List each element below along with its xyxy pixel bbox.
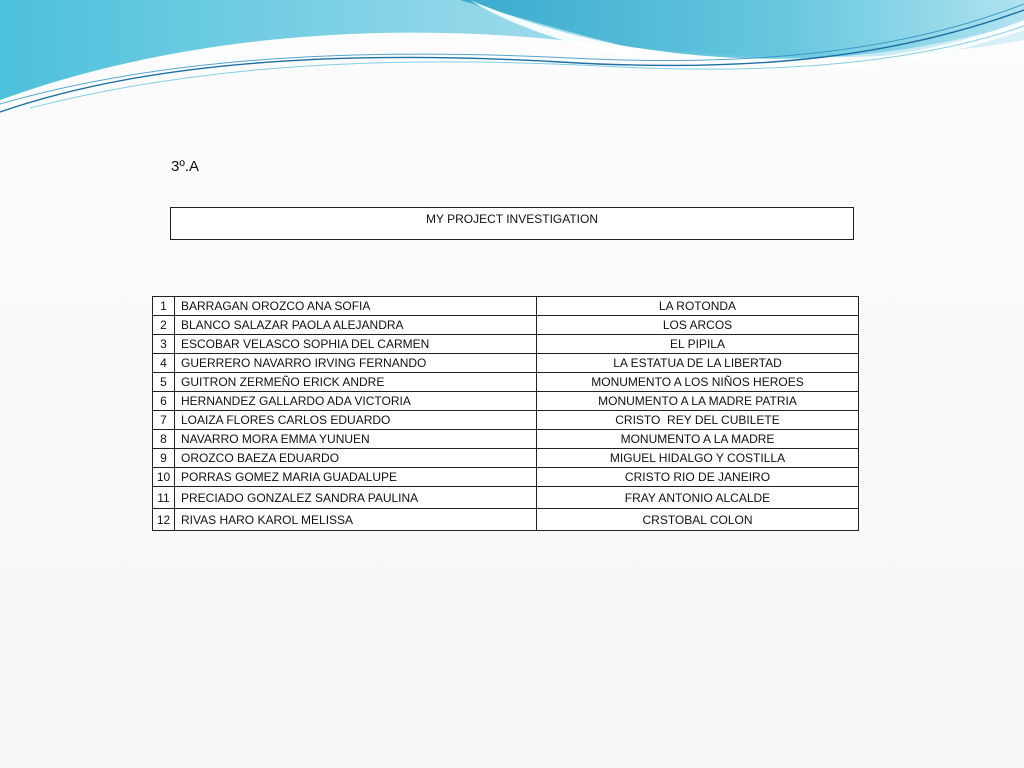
project-title: MY PROJECT INVESTIGATION [425, 212, 599, 226]
table-row [153, 354, 859, 373]
row-number: 9 [153, 449, 175, 468]
student-name: GUITRON ZERMEÑO ERICK ANDRE [175, 373, 537, 392]
monument-name: EL PIPILA [537, 335, 859, 354]
row-number: 10 [153, 468, 175, 487]
monument-name: LA ESTATUA DE LA LIBERTAD [537, 354, 859, 373]
student-name: PORRAS GOMEZ MARIA GUADALUPE [175, 468, 537, 487]
table-row [153, 335, 859, 354]
table-row [153, 487, 859, 509]
student-name: RIVAS HARO KAROL MELISSA [175, 509, 537, 531]
monument-name: CRISTO RIO DE JANEIRO [537, 468, 859, 487]
row-number: 12 [153, 509, 175, 531]
row-number: 5 [153, 373, 175, 392]
monument-name: LOS ARCOS [537, 316, 859, 335]
row-number: 7 [153, 411, 175, 430]
student-name: GUERRERO NAVARRO IRVING FERNANDO [175, 354, 537, 373]
monument-name: MONUMENTO A LA MADRE [537, 430, 859, 449]
student-name: OROZCO BAEZA EDUARDO [175, 449, 537, 468]
student-name: LOAIZA FLORES CARLOS EDUARDO [175, 411, 537, 430]
table-row [153, 316, 859, 335]
monument-name: MIGUEL HIDALGO Y COSTILLA [537, 449, 859, 468]
monument-name: MONUMENTO A LOS NIÑOS HEROES [537, 373, 859, 392]
group-label: 3º.A [171, 158, 199, 175]
table-row [153, 468, 859, 487]
row-number: 2 [153, 316, 175, 335]
title-box [170, 207, 854, 240]
monument-name: MONUMENTO A LA MADRE PATRIA [537, 392, 859, 411]
table-row [153, 392, 859, 411]
table-row [153, 430, 859, 449]
student-name: BLANCO SALAZAR PAOLA ALEJANDRA [175, 316, 537, 335]
student-name: NAVARRO MORA EMMA YUNUEN [175, 430, 537, 449]
monument-name: CRSTOBAL COLON [537, 509, 859, 531]
row-number: 6 [153, 392, 175, 411]
row-number: 1 [153, 297, 175, 316]
monument-name: CRISTO REY DEL CUBILETE [537, 411, 859, 430]
table-row [153, 449, 859, 468]
table-row [153, 297, 859, 316]
row-number: 8 [153, 430, 175, 449]
student-name: PRECIADO GONZALEZ SANDRA PAULINA [175, 487, 537, 509]
student-name: BARRAGAN OROZCO ANA SOFIA [175, 297, 537, 316]
row-number: 11 [153, 487, 175, 509]
header-wave-decoration [0, 0, 1024, 120]
row-number: 4 [153, 354, 175, 373]
student-monument-table [152, 296, 859, 531]
table-row [153, 509, 859, 531]
monument-name: FRAY ANTONIO ALCALDE [537, 487, 859, 509]
table-row [153, 373, 859, 392]
table-row [153, 411, 859, 430]
row-number: 3 [153, 335, 175, 354]
student-name: ESCOBAR VELASCO SOPHIA DEL CARMEN [175, 335, 537, 354]
monument-name: LA ROTONDA [537, 297, 859, 316]
student-name: HERNANDEZ GALLARDO ADA VICTORIA [175, 392, 537, 411]
